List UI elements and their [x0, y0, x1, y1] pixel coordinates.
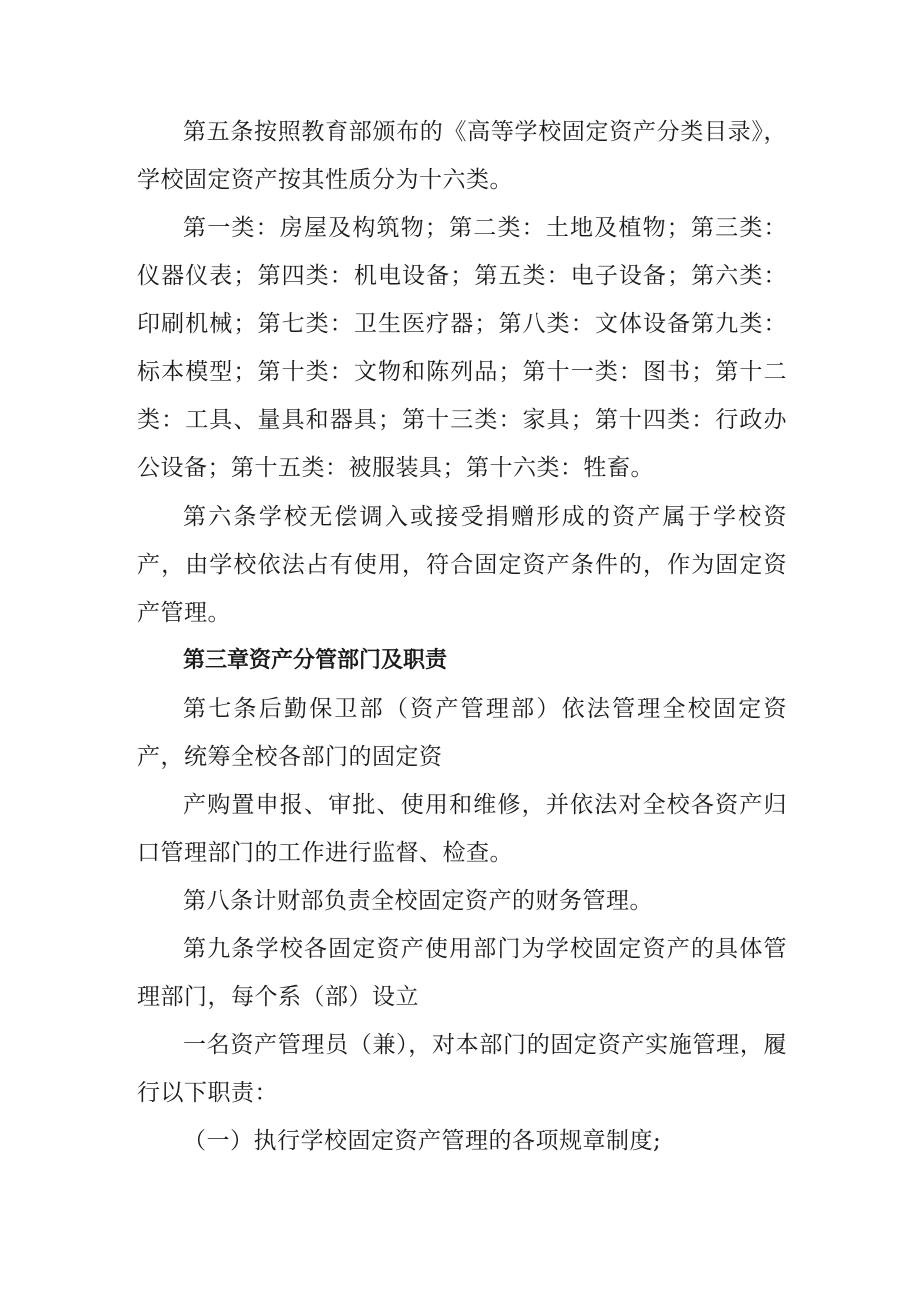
- asset-categories-paragraph: 第一类：房屋及构筑物；第二类：土地及植物；第三类：仪器仪表；第四类：机电设备；第五类：电子设备；第六类：印刷机械；第七类：卫生医疗器；第八类：文体设备第九类：标本模型；第十类：文物和陈列品；第十一类：图书；第十二类：工具、量具和器具；第十三类：家具；第十四类：行政办公设备；第十五类：被服装具；第十六类：牲畜。: [137, 215, 787, 481]
- article-7-paragraph: 第七条后勤保卫部（资产管理部）依法管理全校固定资产，统筹全校各部门的固定资: [137, 696, 787, 770]
- article-6-paragraph: 第六条学校无偿调入或接受捐赠形成的资产属于学校资产，由学校依法占有使用，符合固定资产条件的，作为固定资产管理。: [137, 504, 787, 626]
- article-7-continuation: 产购置申报、审批、使用和维修，并依法对全校各资产归口管理部门的工作进行监督、检查。: [137, 792, 787, 866]
- chapter-heading: 第三章资产分管部门及职责: [183, 648, 448, 673]
- article-9-continuation: 一名资产管理员（兼），对本部门的固定资产实施管理，履行以下职责：: [137, 1032, 787, 1106]
- article-9-paragraph: 第九条学校各固定资产使用部门为学校固定资产的具体管理部门，每个系（部）设立: [137, 936, 787, 1010]
- article-8-paragraph: 第八条计财部负责全校固定资产的财务管理。: [183, 888, 653, 914]
- article-5-paragraph: 第五条按照教育部颁布的《高等学校固定资产分类目录》，学校固定资产按其性质分为十六类。: [137, 119, 787, 193]
- list-item: （一）执行学校固定资产管理的各项规章制度;: [183, 1128, 662, 1154]
